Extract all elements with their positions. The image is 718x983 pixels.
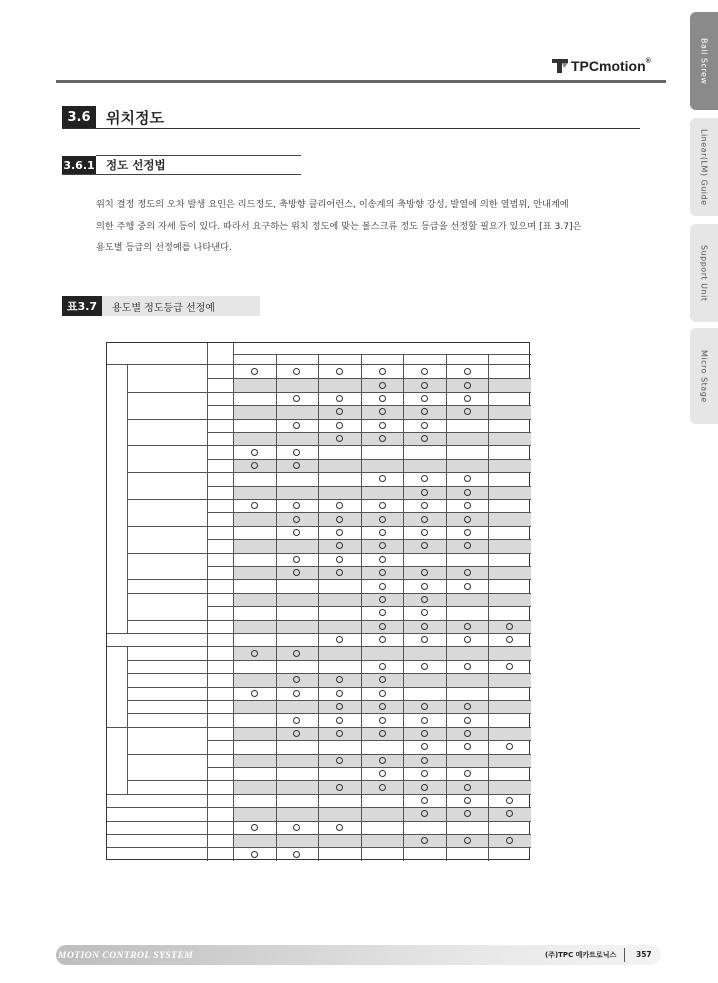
machine-cell: [127, 593, 207, 620]
grade-mark-circle: [421, 395, 428, 402]
grade-mark-circle: [293, 824, 300, 831]
grade-mark-circle: [336, 422, 343, 429]
machine-cell: [127, 713, 233, 726]
axis-cell: [207, 727, 233, 740]
grid-line: [207, 486, 531, 487]
grade-mark-circle: [379, 556, 386, 563]
grade-mark-circle: [379, 609, 386, 616]
section-rule: [62, 128, 640, 129]
grade-mark-circle: [464, 717, 471, 724]
grade-mark-circle: [379, 703, 386, 710]
axis-cell: [207, 419, 233, 432]
grade-mark-circle: [379, 408, 386, 415]
tab-ball-screw-label: Ball Screw: [699, 37, 709, 85]
grade-mark-circle: [251, 824, 258, 831]
grade-mark-circle: [506, 623, 513, 630]
grade-mark-circle: [293, 422, 300, 429]
row-shade: [233, 459, 531, 472]
header-application: [107, 343, 207, 365]
axis-cell: [207, 579, 233, 592]
grade-mark-circle: [506, 663, 513, 670]
grade-mark-circle: [379, 368, 386, 375]
group-label: [107, 646, 127, 726]
grade-mark-circle: [293, 395, 300, 402]
grade-mark-circle: [251, 650, 258, 657]
axis-cell: [207, 539, 233, 552]
grade-mark-circle: [336, 556, 343, 563]
grade-mark-circle: [336, 502, 343, 509]
axis-cell: [207, 392, 233, 405]
grade-mark-circle: [336, 636, 343, 643]
grade-mark-circle: [506, 636, 513, 643]
machine-cell: [107, 821, 233, 834]
grid-line: [207, 459, 531, 460]
header-rule: [56, 80, 666, 83]
grade-mark-circle: [336, 368, 343, 375]
grade-mark-circle: [421, 770, 428, 777]
grade-mark-circle: [379, 784, 386, 791]
grid-line: [127, 553, 531, 554]
grade-mark-circle: [464, 837, 471, 844]
grade-mark-circle: [421, 529, 428, 536]
grid-line: [127, 754, 531, 755]
grade-mark-circle: [464, 529, 471, 536]
precision-grade-table: [106, 342, 530, 860]
machine-cell: [127, 419, 207, 446]
footer-company: (주)TPC 메카트로닉스: [545, 951, 617, 959]
grid-line: [127, 673, 531, 674]
tab-support-unit-label: Support Unit: [699, 244, 709, 302]
row-shade: [233, 646, 531, 659]
grid-line: [127, 620, 531, 621]
axis-cell: [207, 459, 233, 472]
machine-cell: [127, 553, 207, 580]
axis-cell: [207, 606, 233, 619]
grade-mark-circle: [421, 730, 428, 737]
grid-line: [127, 579, 531, 580]
grade-mark-circle: [464, 368, 471, 375]
grade-mark-circle: [421, 489, 428, 496]
tab-linear-guide-label: Linear(LM) Guide: [699, 128, 709, 206]
grid-line: [127, 687, 531, 688]
axis-cell: [207, 512, 233, 525]
grade-mark-circle: [336, 717, 343, 724]
tab-micro-stage[interactable]: [690, 328, 718, 424]
page-number: 357: [636, 950, 652, 959]
row-shade: [233, 834, 531, 847]
subsection-number: 3.6.1: [62, 156, 96, 174]
grid-line: [207, 512, 531, 513]
grade-mark-circle: [379, 542, 386, 549]
brand-name: TPCmotion®: [571, 58, 651, 74]
grid-line: [127, 713, 531, 714]
machine-cell: [127, 579, 207, 592]
grid-line: [127, 727, 128, 794]
grade-mark-circle: [379, 663, 386, 670]
grade-mark-circle: [421, 382, 428, 389]
grid-line: [127, 365, 128, 633]
axis-cell: [207, 405, 233, 418]
axis-cell: [207, 499, 233, 512]
tab-linear-guide[interactable]: [690, 118, 718, 216]
grade-mark-circle: [421, 596, 428, 603]
grade-mark-circle: [379, 502, 386, 509]
grid-line: [207, 539, 531, 540]
grade-mark-circle: [293, 851, 300, 858]
footer-separator: [624, 948, 625, 962]
axis-cell: [207, 553, 233, 566]
header-grade: [233, 343, 531, 354]
machine-cell: [107, 847, 233, 860]
row-shade: [233, 807, 531, 820]
subsection-rule-bottom: [62, 174, 301, 175]
grade-mark-circle: [293, 516, 300, 523]
grade-mark-circle: [506, 797, 513, 804]
grade-mark-circle: [293, 368, 300, 375]
grade-mark-circle: [464, 636, 471, 643]
grade-mark-circle: [464, 395, 471, 402]
grade-mark-circle: [379, 623, 386, 630]
grid-line: [127, 780, 531, 781]
grade-mark-circle: [379, 583, 386, 590]
grade-mark-circle: [464, 730, 471, 737]
grid-line: [127, 526, 531, 527]
axis-cell: [207, 593, 233, 606]
grade-mark-circle: [251, 449, 258, 456]
grid-line: [127, 419, 531, 420]
grade-mark-circle: [464, 663, 471, 670]
grid-line: [127, 445, 531, 446]
axis-cell: [207, 432, 233, 445]
grade-mark-circle: [379, 770, 386, 777]
grade-mark-circle: [421, 717, 428, 724]
axis-cell: [207, 740, 233, 753]
machine-cell: [127, 660, 233, 673]
machine-cell: [127, 472, 207, 499]
section-title: 위치정도: [106, 109, 164, 127]
axis-cell: [207, 754, 233, 767]
grid-line: [233, 354, 531, 355]
grid-line: [127, 700, 531, 701]
grade-mark-circle: [379, 636, 386, 643]
grade-mark-circle: [379, 690, 386, 697]
grade-mark-circle: [336, 784, 343, 791]
grade-mark-circle: [464, 502, 471, 509]
grade-mark-circle: [421, 583, 428, 590]
grid-line: [127, 646, 128, 726]
grade-mark-circle: [464, 569, 471, 576]
grid-line: [207, 432, 531, 433]
grade-mark-circle: [464, 382, 471, 389]
grade-mark-circle: [379, 382, 386, 389]
machine-cell: [107, 834, 233, 847]
grid-line: [488, 354, 489, 861]
grade-mark-circle: [293, 690, 300, 697]
grade-mark-circle: [336, 730, 343, 737]
grade-mark-circle: [379, 596, 386, 603]
grade-mark-circle: [336, 824, 343, 831]
grade-mark-circle: [464, 770, 471, 777]
grid-line: [127, 660, 531, 661]
grid-line: [361, 354, 362, 861]
grade-mark-circle: [464, 703, 471, 710]
grade-mark-circle: [421, 368, 428, 375]
header-axis: [207, 343, 233, 365]
grid-line: [127, 499, 531, 500]
grade-mark-circle: [379, 529, 386, 536]
grade-mark-circle: [464, 743, 471, 750]
machine-cell: [127, 499, 207, 526]
tab-support-unit[interactable]: [690, 224, 718, 322]
grade-mark-circle: [379, 395, 386, 402]
grade-mark-circle: [421, 422, 428, 429]
grade-mark-circle: [251, 462, 258, 469]
machine-cell: [127, 526, 207, 553]
grid-line: [276, 354, 277, 861]
grade-mark-circle: [379, 422, 386, 429]
grade-mark-circle: [251, 690, 258, 697]
grid-line: [127, 593, 531, 594]
grade-mark-circle: [464, 583, 471, 590]
machine-cell: [127, 727, 207, 754]
grade-mark-circle: [336, 690, 343, 697]
axis-cell: [207, 526, 233, 539]
grade-mark-circle: [336, 516, 343, 523]
grade-mark-circle: [336, 529, 343, 536]
paragraph-line: 위치 결정 정도의 오차 발생 요인은 리드정도, 축방향 클리어런스, 이송계의 축방향 강성, 발열에 의한 열범위, 안내계에: [96, 199, 569, 210]
machine-cell: [127, 445, 207, 472]
axis-cell: [207, 566, 233, 579]
machine-cell: [107, 794, 233, 807]
axis-cell: [207, 767, 233, 780]
machine-cell: [127, 365, 207, 392]
table-title: 용도별 정도등급 선정예: [102, 296, 260, 316]
grid-line: [207, 405, 531, 406]
grade-mark-circle: [464, 797, 471, 804]
grade-mark-circle: [464, 516, 471, 523]
grade-mark-circle: [293, 529, 300, 536]
grade-mark-circle: [293, 650, 300, 657]
grade-mark-circle: [506, 743, 513, 750]
axis-cell: [207, 365, 233, 378]
grade-mark-circle: [293, 502, 300, 509]
machine-cell: [127, 673, 233, 686]
grade-mark-circle: [421, 623, 428, 630]
footer-tagline: MOTION CONTROL SYSTEM: [58, 951, 194, 961]
grid-line: [207, 566, 531, 567]
axis-cell: [207, 445, 233, 458]
machine-cell: [127, 700, 233, 713]
grade-mark-circle: [293, 449, 300, 456]
paragraph-line: 의한 주행 중의 자세 등이 있다. 따라서 요구하는 위치 정도에 맞는 볼스크류 정도 등급을 선정할 필요가 있으며 [표 3.7]은: [96, 220, 582, 232]
machine-cell: [127, 646, 233, 659]
grade-mark-circle: [379, 717, 386, 724]
row-shade: [233, 486, 531, 499]
grade-mark-circle: [464, 489, 471, 496]
grade-mark-circle: [379, 730, 386, 737]
group-label: [107, 727, 127, 794]
section-number: 3.6: [62, 106, 96, 128]
axis-cell: [207, 378, 233, 391]
grade-mark-circle: [421, 502, 428, 509]
grid-line: [207, 767, 531, 768]
grade-mark-circle: [464, 623, 471, 630]
grade-mark-circle: [251, 368, 258, 375]
grade-mark-circle: [421, 636, 428, 643]
group-label: [107, 365, 127, 633]
machine-cell: [127, 392, 207, 419]
subsection-rule-top: [96, 155, 301, 156]
grade-mark-circle: [251, 502, 258, 509]
grade-mark-circle: [379, 475, 386, 482]
grid-line: [127, 472, 531, 473]
brand-logo: [552, 58, 651, 74]
grid-line: [127, 392, 531, 393]
tab-micro-stage-label: Micro Stage: [699, 349, 709, 403]
body-paragraph: [96, 194, 644, 259]
grade-mark-circle: [336, 395, 343, 402]
grade-mark-circle: [421, 475, 428, 482]
machine-cell: [127, 754, 207, 781]
grade-mark-circle: [421, 757, 428, 764]
grade-mark-circle: [421, 784, 428, 791]
grade-mark-circle: [379, 676, 386, 683]
machine-cell: [127, 620, 233, 633]
grade-mark-circle: [293, 717, 300, 724]
grid-line: [446, 354, 447, 861]
grade-mark-circle: [464, 784, 471, 791]
grade-mark-circle: [293, 556, 300, 563]
grade-mark-circle: [336, 757, 343, 764]
axis-cell: [207, 486, 233, 499]
grade-mark-circle: [379, 569, 386, 576]
logo-mark-icon: [552, 59, 568, 73]
machine-cell: [107, 807, 233, 820]
table-number: 표3.7: [62, 296, 102, 316]
grade-mark-circle: [379, 757, 386, 764]
grade-mark-circle: [379, 516, 386, 523]
grid-line: [207, 378, 531, 379]
machine-cell: [127, 687, 233, 700]
grid-line: [318, 354, 319, 861]
machine-cell: [127, 780, 233, 793]
grade-mark-circle: [421, 797, 428, 804]
grade-mark-circle: [421, 609, 428, 616]
grade-mark-circle: [421, 663, 428, 670]
grid-line: [207, 606, 531, 607]
grade-mark-circle: [379, 435, 386, 442]
subsection-title: 정도 선정법: [106, 158, 166, 172]
grid-line: [207, 343, 208, 861]
machine-cell: [107, 633, 233, 646]
grade-mark-circle: [251, 851, 258, 858]
grid-line: [207, 740, 531, 741]
grid-line: [233, 343, 234, 861]
grade-mark-circle: [421, 516, 428, 523]
tab-ball-screw[interactable]: [690, 12, 718, 110]
axis-cell: [207, 472, 233, 485]
grid-line: [403, 354, 404, 861]
grade-mark-circle: [464, 475, 471, 482]
grade-mark-circle: [421, 743, 428, 750]
paragraph-line: 용도별 등급의 선정예를 나타낸다.: [96, 242, 232, 253]
